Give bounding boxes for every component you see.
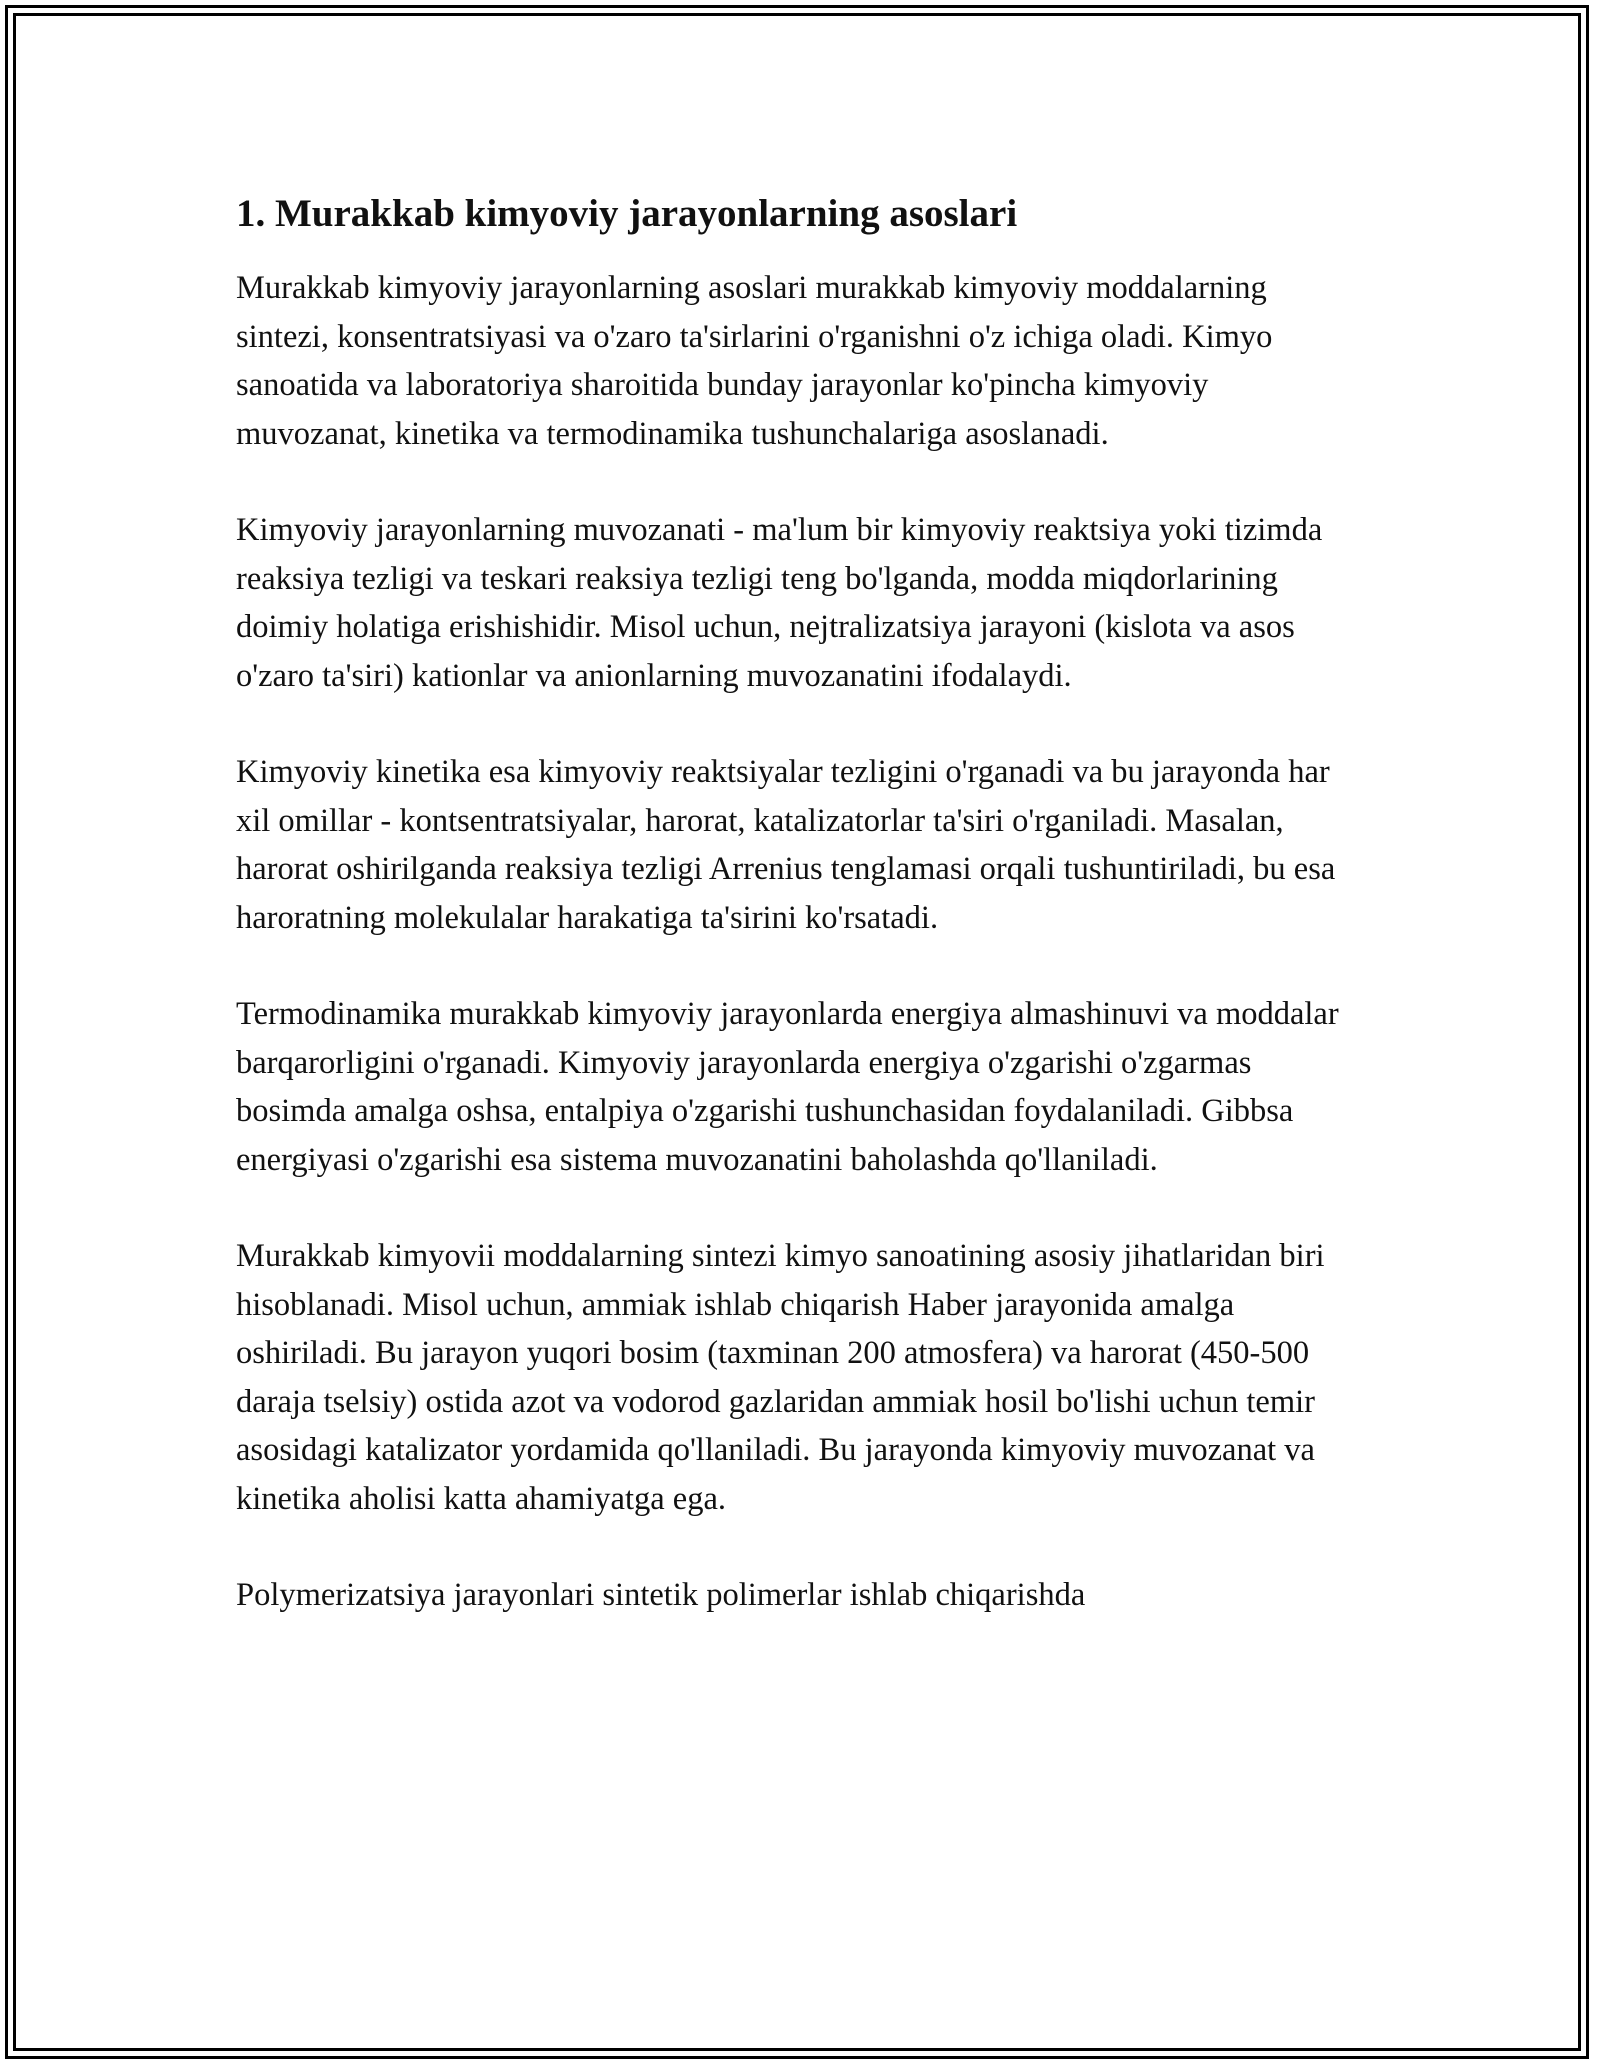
paragraph-1: Murakkab kimyoviy jarayonlarning asoslari murakkab kimyoviy moddalarning sintezi, konsentratsiyasi va o'zaro ta'sirlarini o'rganishni o'z ichiga oladi. Kimyo sanoatida va laboratoriya sharoitida bunday jarayonlar ko'pincha kimyoviy muvozanat, kinetika va termodinamika tushunchalariga asoslanadi.	[236, 270, 1273, 452]
paragraph-4: Termodinamika murakkab kimyoviy jarayonlarda energiya almashinuvi va moddalar barqarorligini o'rganadi. Kimyoviy jarayonlarda energiya o'zgarishi o'zgarmas bosimda amalga oshsa, entalpiya o'zgarishi tushunchasidan foydalaniladi. Gibbsa energiyasi o'zgarishi esa sistema muvozanatini baholashda qo'llaniladi.	[236, 996, 1339, 1178]
paragraph-3: Kimyoviy kinetika esa kimyoviy reaktsiyalar tezligini o'rganadi va bu jarayonda har xil omillar - kontsentratsiyalar, harorat, katalizatorlar ta'siri o'rganiladi. Masalan, harorat oshirilganda reaksiya tezligi Arrenius tenglamasi orqali tushuntiriladi, bu esa haroratning molekulalar harakatiga ta'sirini ko'rsatadi.	[236, 754, 1336, 936]
paragraph-6: Polymerizatsiya jarayonlari sintetik polimerlar ishlab chiqarishda	[236, 1577, 1086, 1613]
paragraph-5: Murakkab kimyovii moddalarning sintezi kimyo sanoatining asosiy jihatlaridan biri hisoblanadi. Misol uchun, ammiak ishlab chiqarish Haber jarayonida amalga oshiriladi. Bu jarayon yuqori bosim (taxminan 200 atmosfera) va harorat (450-500 daraja tselsiy) ostida azot va vodorod gazlaridan ammiak hosil bo'lishi uchun temir asosidagi katalizator yordamida qo'llaniladi. Bu jarayonda kimyoviy muvozanat va kinetika aholisi katta ahamiyatga ega.	[236, 1238, 1325, 1517]
document-title: 1. Murakkab kimyoviy jarayonlarning asoslari	[236, 192, 1018, 235]
paragraph-2: Kimyoviy jarayonlarning muvozanati - ma'lum bir kimyoviy reaktsiya yoki tizimda reaksiya tezligi va teskari reaksiya tezligi teng bo'lganda, modda miqdorlarining doimiy holatiga erishishidir. Misol uchun, nejtralizatsiya jarayoni (kislota va asos o'zaro ta'siri) kationlar va anionlarning muvozanatini ifodalaydi.	[236, 512, 1323, 694]
document-body	[236, 186, 1366, 1668]
